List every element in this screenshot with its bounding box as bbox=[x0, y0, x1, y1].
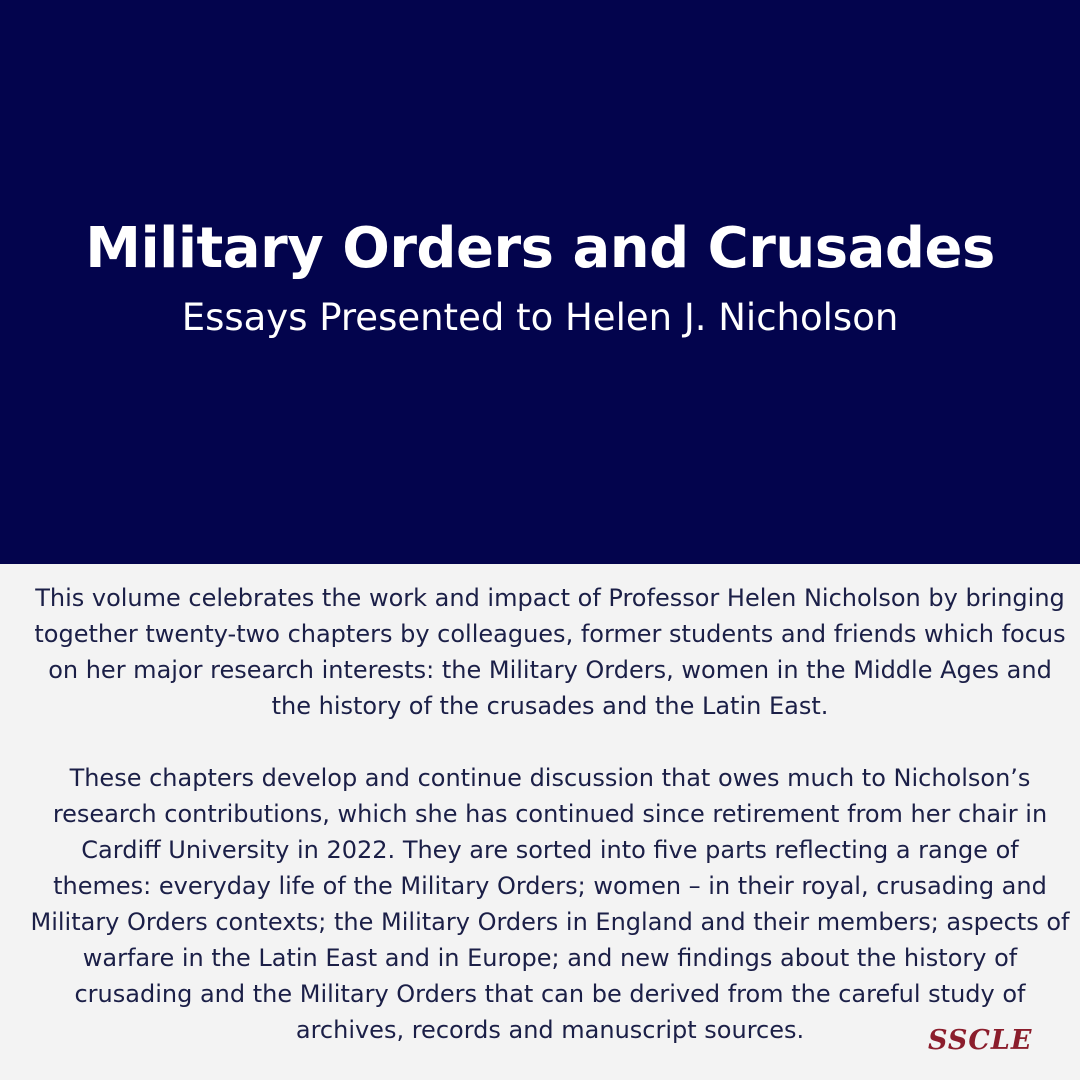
book-subtitle: Essays Presented to Helen J. Nicholson bbox=[181, 296, 899, 339]
description-block bbox=[30, 580, 1070, 1048]
sscle-logo: SSCLE bbox=[928, 1025, 1033, 1056]
book-title: Military Orders and Crusades bbox=[85, 216, 995, 281]
description-paragraph-1: This volume celebrates the work and impact of Professor Helen Nicholson by bringing together twenty-two chapters by colleagues, former students and friends which focus on her major research interests: the Military Orders, women in the Middle Ages and the history of the crusades and the Latin East. bbox=[34, 584, 1066, 720]
description-paragraph-2: These chapters develop and continue discussion that owes much to Nicholson’s research contributions, which she has continued since retirement from her chair in Cardiff University in 2022. They are sorted into five parts reflecting a range of themes: everyday life of the Military Orders; women – in their royal, crusading and Military Orders contexts; the Military Orders in England and their members; aspects of warfare in the Latin East and in Europe; and new findings about the history of crusading and the Military Orders that can be derived from the careful study of archives, records and manuscript sources. bbox=[30, 764, 1070, 1044]
